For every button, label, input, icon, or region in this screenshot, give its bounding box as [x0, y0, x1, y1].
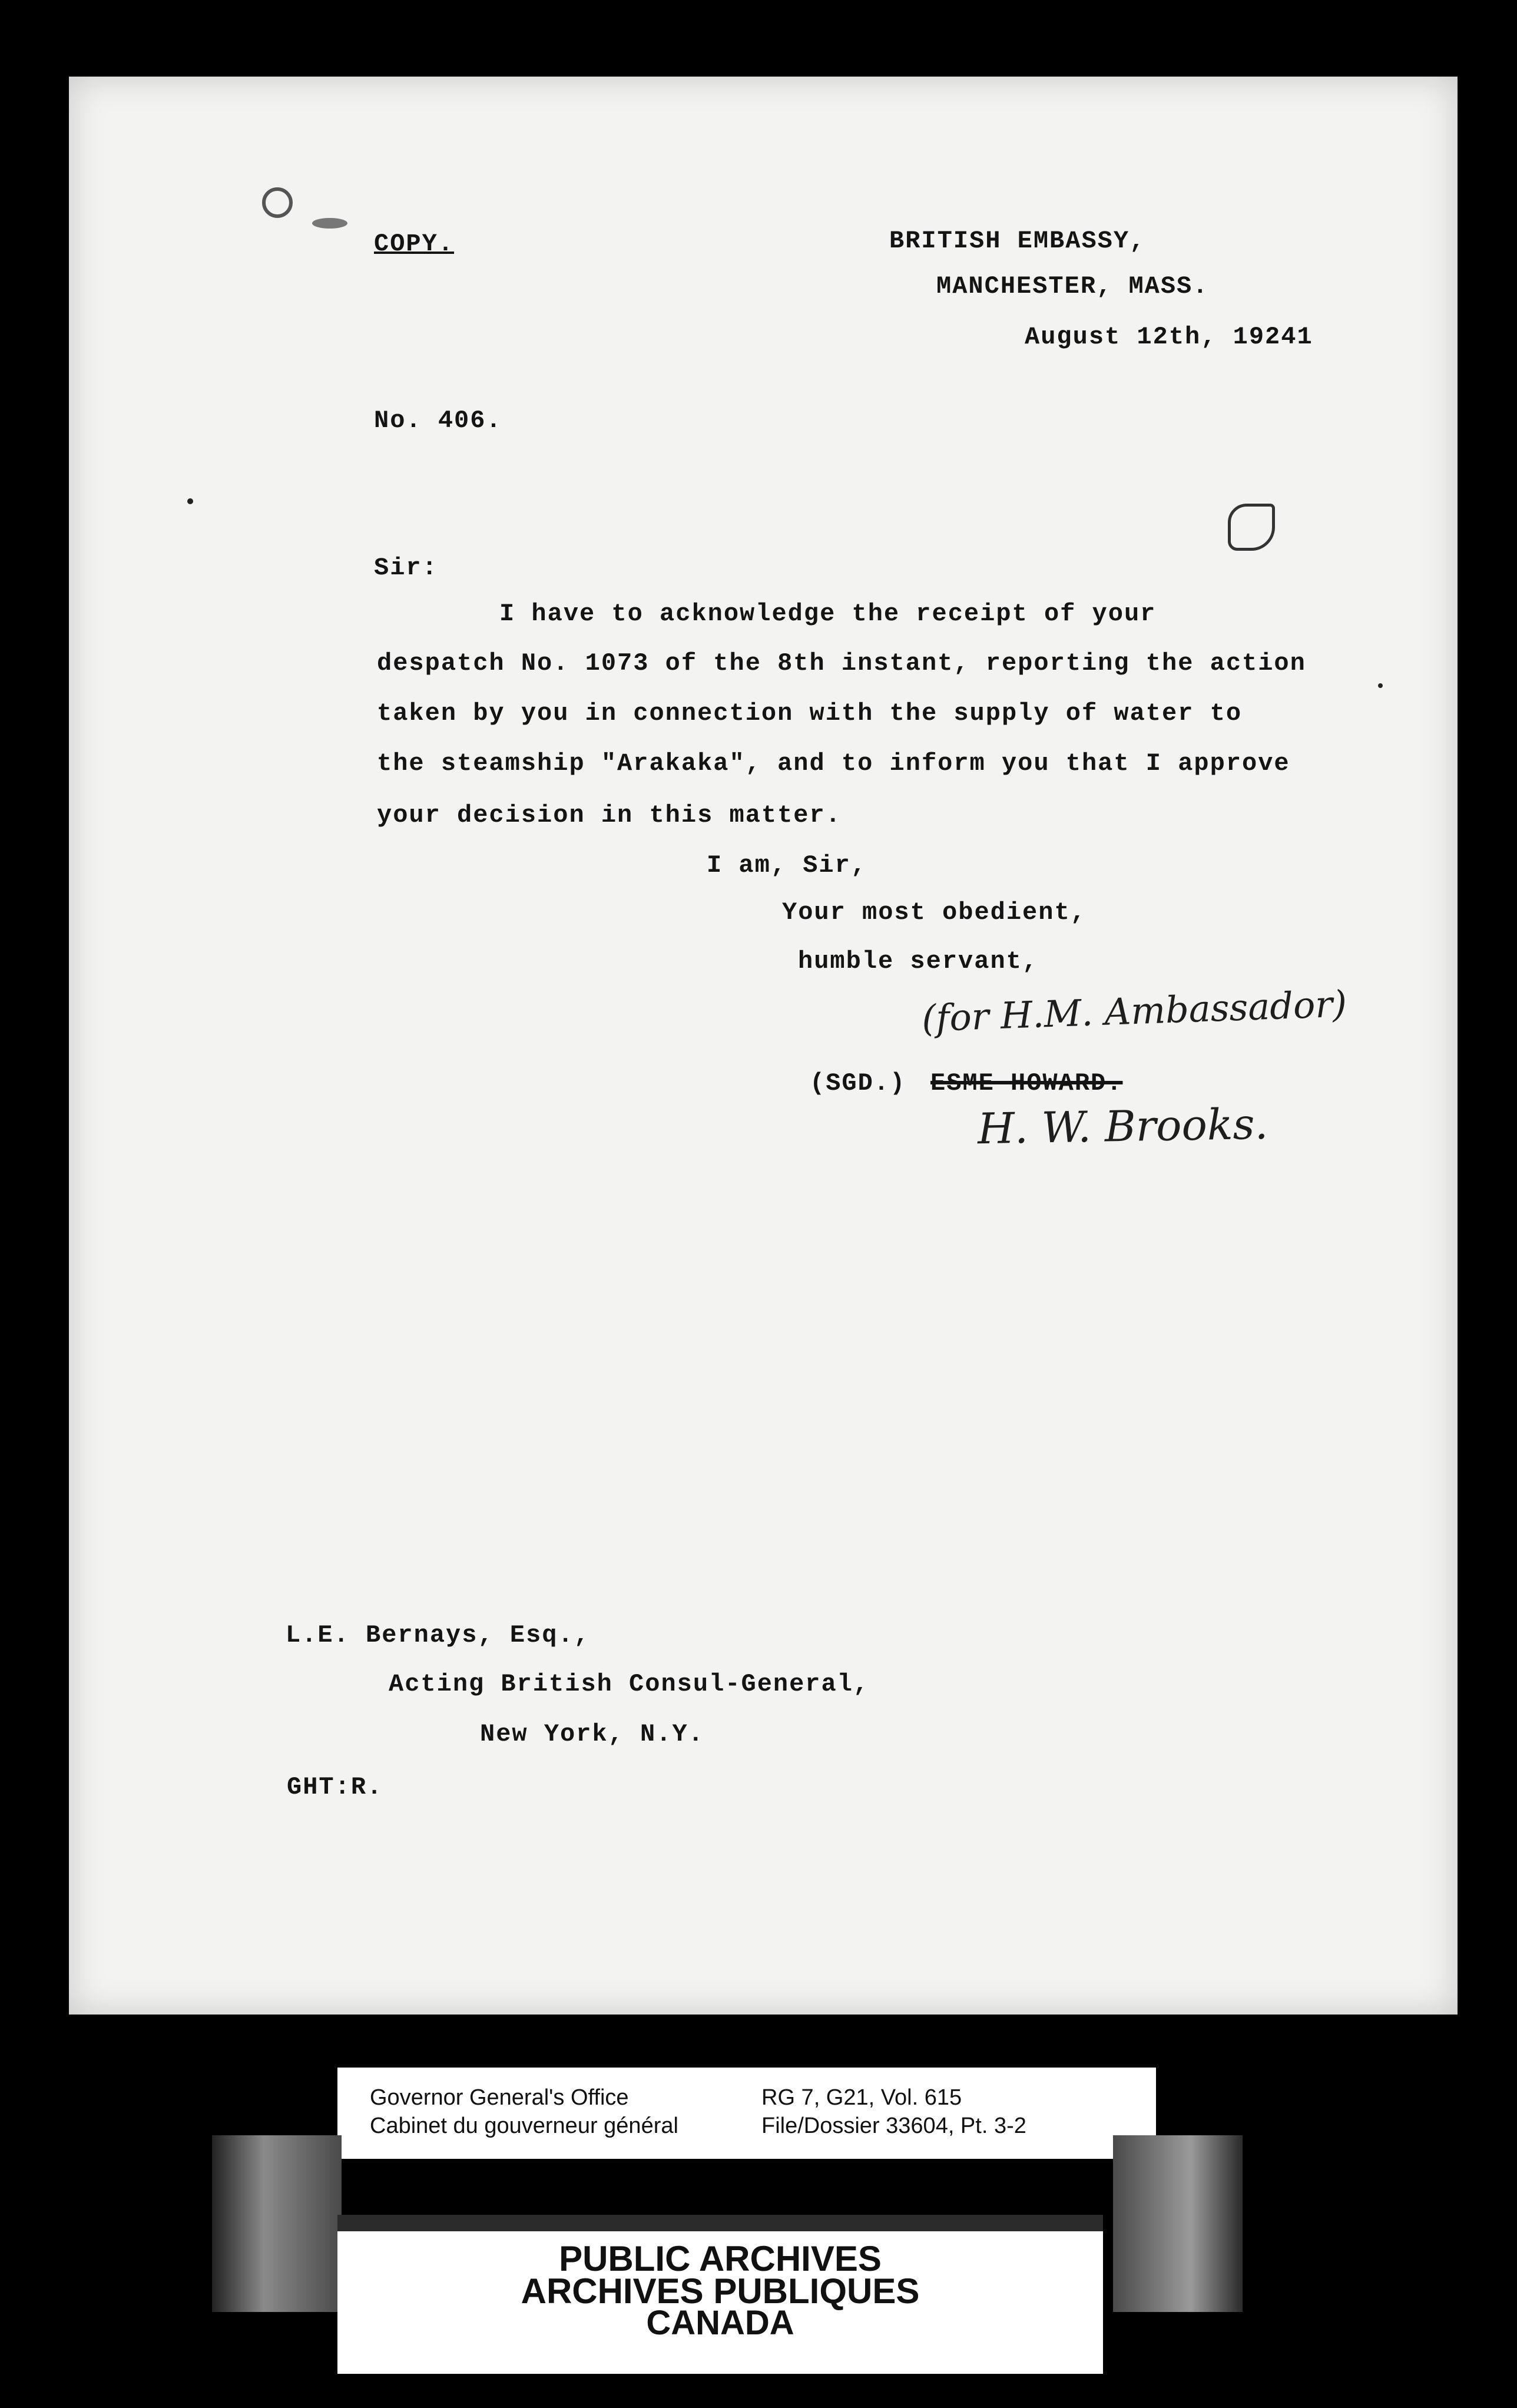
film-edge-right: [1113, 2135, 1243, 2312]
label-file-number: File/Dossier 33604, Pt. 3-2: [761, 2113, 1026, 2138]
reference-initials: GHT:R.: [287, 1773, 383, 1801]
recipient-location: New York, N.Y.: [480, 1720, 704, 1748]
pencil-mark: [1228, 504, 1275, 551]
handwritten-signature: H. W. Brooks.: [977, 1099, 1268, 1154]
signed-prefix: (SGD.): [810, 1069, 906, 1097]
closing-line-1: I am, Sir,: [707, 851, 867, 879]
closing-line-2: Your most obedient,: [782, 898, 1087, 927]
label-office-en: Governor General's Office: [370, 2085, 629, 2110]
stamp-line-2: ARCHIVES PUBLIQUES: [521, 2271, 920, 2311]
body-line-3: taken by you in connection with the supply of water to: [377, 699, 1243, 727]
body-line-1: I have to acknowledge the receipt of your: [499, 600, 1157, 628]
sender-line-city: MANCHESTER, MASS.: [936, 272, 1209, 300]
hole-punch-mark: [262, 187, 293, 218]
speck: [187, 498, 193, 504]
struck-name: ESME HOWARD.: [930, 1069, 1123, 1097]
salutation: Sir:: [374, 554, 438, 582]
body-line-4: the steamship "Arakaka", and to inform you that I approve: [377, 749, 1290, 778]
recipient-name: L.E. Bernays, Esq.,: [286, 1621, 590, 1649]
body-line-5: your decision in this matter.: [377, 801, 842, 829]
closing-line-3: humble servant,: [798, 947, 1039, 975]
film-edge-left: [212, 2135, 342, 2312]
handwritten-note: (for H.M. Ambassador): [920, 982, 1348, 1040]
archive-reference-label: [337, 2068, 1156, 2159]
letter-sheet: [69, 77, 1458, 2015]
despatch-number: No. 406.: [374, 406, 502, 435]
letter-date: August 12th, 19241: [1025, 323, 1313, 351]
speck: [1378, 683, 1383, 688]
sender-line-embassy: BRITISH EMBASSY,: [889, 227, 1146, 255]
recipient-title: Acting British Consul-General,: [389, 1670, 870, 1698]
smudge-mark: [312, 218, 347, 229]
stamp-top-bar: [337, 2215, 1103, 2231]
stamp-line-3: CANADA: [646, 2304, 794, 2342]
body-line-2: despatch No. 1073 of the 8th instant, reporting the action: [377, 649, 1306, 677]
label-office-fr: Cabinet du gouverneur général: [370, 2113, 678, 2138]
stamp-line-1: PUBLIC ARCHIVES: [559, 2239, 882, 2278]
copy-label: COPY.: [374, 230, 455, 258]
label-record-group: RG 7, G21, Vol. 615: [761, 2085, 962, 2110]
archives-stamp: [337, 2215, 1103, 2374]
